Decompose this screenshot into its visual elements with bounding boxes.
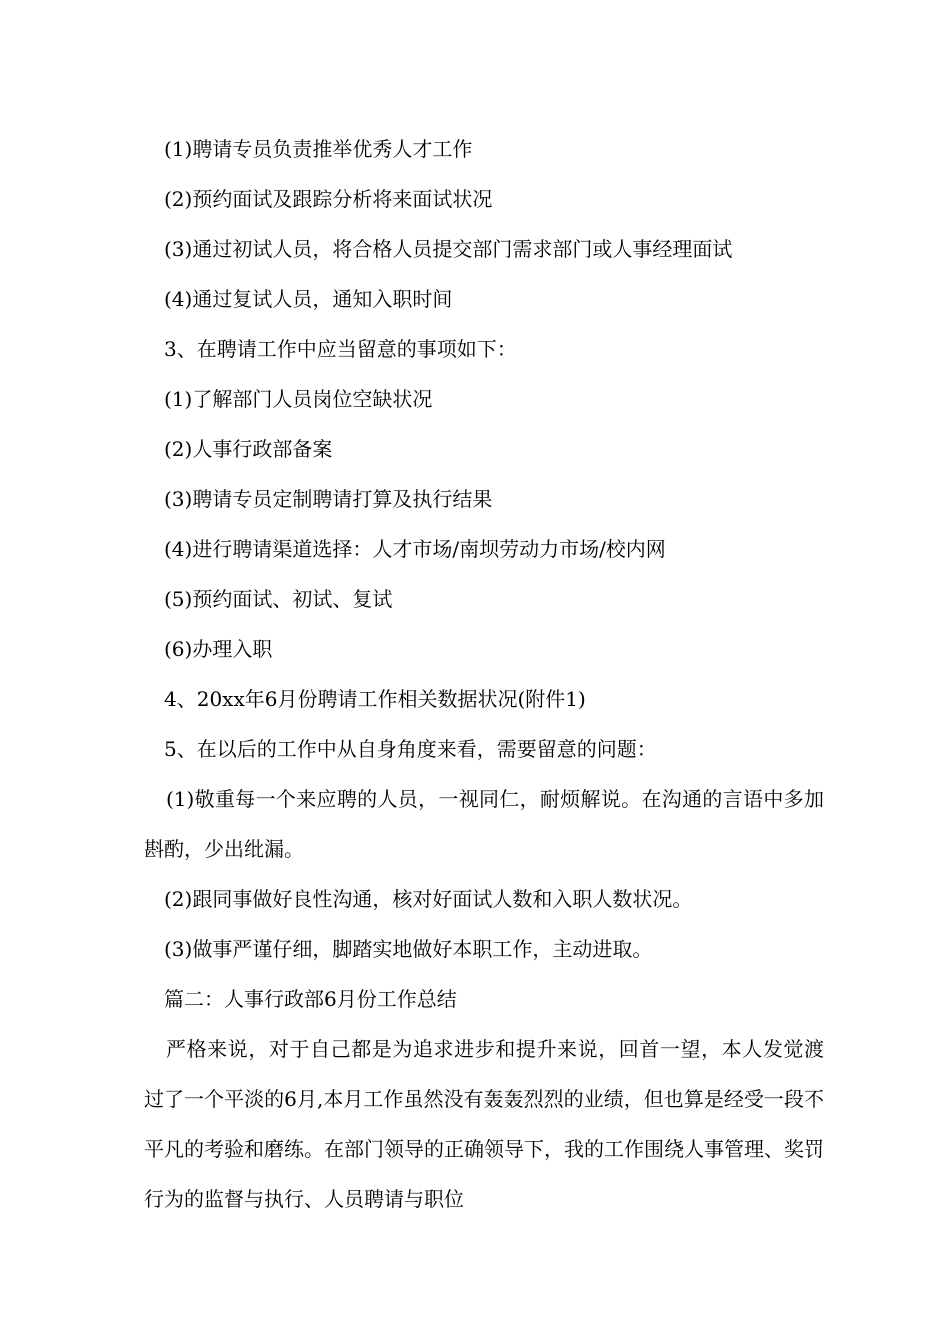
list-item: (1)聘请专员负责推举优秀人才工作	[164, 137, 473, 161]
list-item: (3)聘请专员定制聘请打算及执行结果	[164, 487, 493, 511]
section-heading: 4、20xx年6月份聘请工作相关数据状况(附件1)	[164, 687, 586, 711]
section-heading: 3、在聘请工作中应当留意的事项如下：	[164, 337, 517, 361]
list-item: (3)通过初试人员，将合格人员提交部门需求部门或人事经理面试	[164, 237, 733, 261]
body-paragraph: 严格来说，对于自己都是为追求进步和提升来说，回首一望，本人发觉渡过了一个平淡的6月,本月工作虽然没有轰轰烈烈的业绩，但也算是经受一段不平凡的考验和磨练。在部门领导的正确领导下，我的工作围绕人事管理、奖罚行为的监督与执行、人员聘请与职位	[144, 1037, 824, 1211]
list-item: (6)办理入职	[164, 637, 273, 661]
list-item: (3)做事严谨仔细，脚踏实地做好本职工作，主动进取。	[164, 937, 653, 961]
list-item: (4)通过复试人员，通知入职时间	[164, 287, 453, 311]
list-item: (2)预约面试及跟踪分析将来面试状况	[164, 187, 493, 211]
section-title: 篇二：人事行政部6月份工作总结	[164, 987, 457, 1011]
list-item: (1)敬重每一个来应聘的人员，一视同仁，耐烦解说。在沟通的言语中多加斟酌，少出纰漏。	[144, 787, 824, 861]
section-heading: 5、在以后的工作中从自身角度来看，需要留意的问题：	[164, 737, 657, 761]
list-item: (1)了解部门人员岗位空缺状况	[164, 387, 433, 411]
list-item: (2)跟同事做好良性沟通，核对好面试人数和入职人数状况。	[164, 887, 693, 911]
list-item: (4)进行聘请渠道选择：人才市场/南坝劳动力市场/校内网	[164, 537, 666, 561]
list-item: (5)预约面试、初试、复试	[164, 587, 393, 611]
list-item: (2)人事行政部备案	[164, 437, 333, 461]
